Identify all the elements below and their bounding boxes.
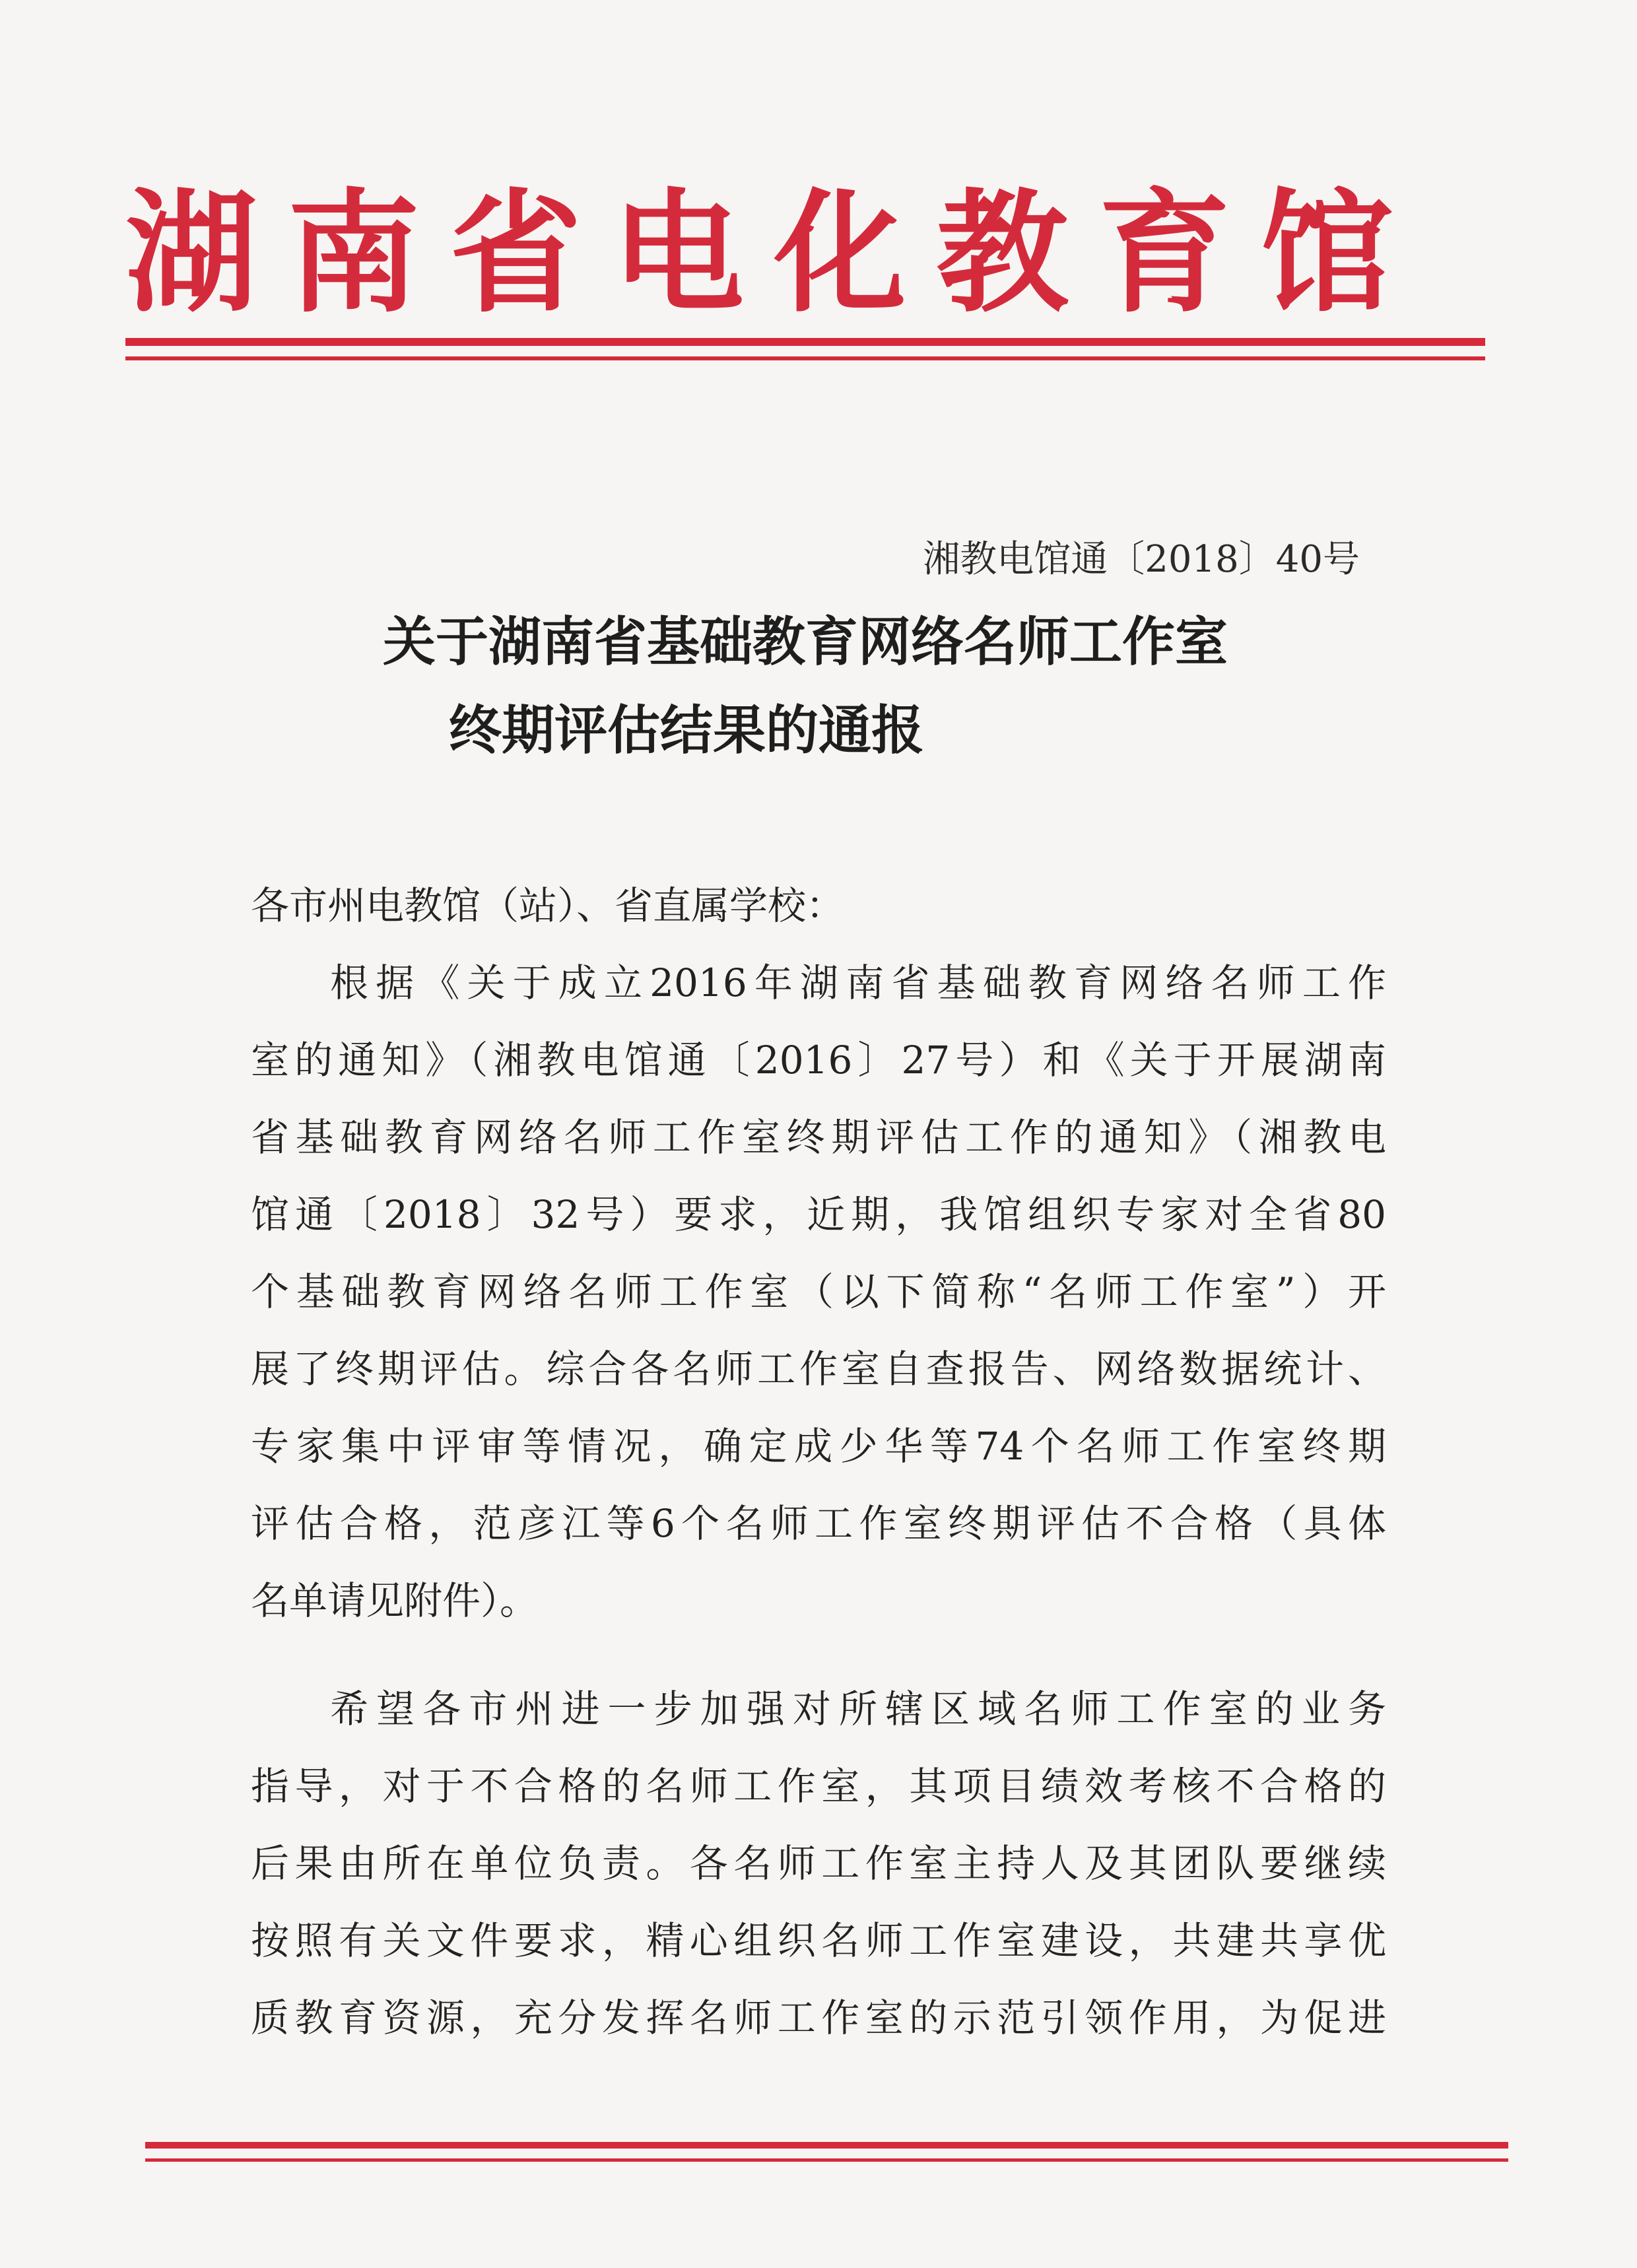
salutation: 各市州电教馆（站）、省直属学校： <box>251 883 845 928</box>
letterhead-char: 馆 <box>1260 177 1393 331</box>
organization-letterhead <box>125 165 1393 343</box>
footer-divider-thin <box>145 2158 1508 2162</box>
letterhead-char: 电 <box>612 177 745 331</box>
header-divider-thin <box>125 356 1485 360</box>
letterhead-char: 育 <box>1098 177 1231 331</box>
document-number: 湘教电馆通〔2018〕40号 <box>923 538 1360 581</box>
body-line: 根据《关于成立2016年湖南省基础教育网络名师工作 <box>330 960 1386 1005</box>
letterhead-char: 教 <box>936 177 1069 331</box>
letterhead-char: 化 <box>774 177 906 331</box>
body-line: 后果由所在单位负责。各名师工作室主持人及其团队要继续 <box>251 1841 1386 1886</box>
body-line: 专家集中评审等情况，确定成少华等74个名师工作室终期 <box>251 1424 1386 1469</box>
body-line: 名单请见附件）。 <box>251 1578 539 1623</box>
letterhead-char: 省 <box>450 177 582 331</box>
letterhead-char: 湖 <box>125 177 258 331</box>
body-line: 展了终期评估。综合各名师工作室自查报告、网络数据统计、 <box>251 1347 1386 1391</box>
body-line: 个基础教育网络名师工作室（以下简称“名师工作室”）开 <box>251 1269 1386 1314</box>
footer-divider-thick <box>145 2142 1508 2149</box>
letterhead-char: 南 <box>287 177 420 331</box>
body-line: 指导，对于不合格的名师工作室，其项目绩效考核不合格的 <box>251 1764 1386 1809</box>
header-divider-thick <box>125 338 1485 346</box>
body-line: 室的通知》（湘教电馆通〔2016〕27号）和《关于开展湖南 <box>251 1038 1386 1083</box>
body-line: 评估合格，范彦江等6个名师工作室终期评估不合格（具体 <box>251 1501 1386 1546</box>
body-line: 馆通〔2018〕32号）要求，近期，我馆组织专家对全省80 <box>251 1192 1386 1237</box>
body-line: 省基础教育网络名师工作室终期评估工作的通知》（湘教电 <box>251 1115 1386 1160</box>
document-title-line-1: 关于湖南省基础教育网络名师工作室 <box>383 611 1228 673</box>
body-line: 希望各市州进一步加强对所辖区域名师工作室的业务 <box>330 1686 1386 1731</box>
body-line: 按照有关文件要求，精心组织名师工作室建设，共建共享优 <box>251 1918 1386 1963</box>
body-line: 质教育资源，充分发挥名师工作室的示范引领作用，为促进 <box>251 1995 1386 2040</box>
document-title-line-2: 终期评估结果的通报 <box>449 700 924 761</box>
